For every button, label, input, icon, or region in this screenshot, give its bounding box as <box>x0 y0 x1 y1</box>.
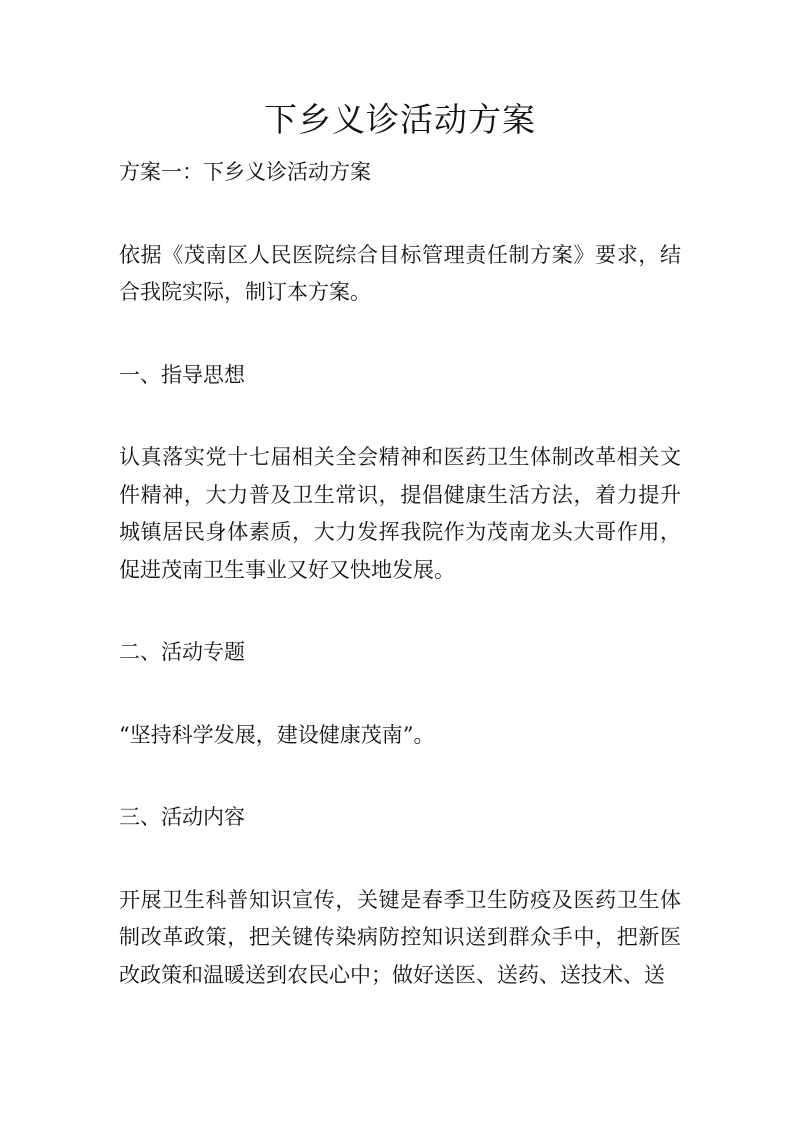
document-content <box>119 154 681 994</box>
spacer <box>119 589 681 634</box>
spacer <box>119 672 681 717</box>
section-heading-activity-content: 三、活动内容 <box>119 805 245 829</box>
plan-subtitle: 方案一：下乡义诊活动方案 <box>119 160 371 184</box>
document-title: 下乡义诊活动方案 <box>264 100 536 139</box>
spacer <box>119 394 681 439</box>
section-heading-guiding-ideology: 一、指导思想 <box>119 362 245 387</box>
section-body-activity-content: 开展卫生科普知识宣传，关键是春季卫生防疫及医药卫生体制改革政策，把关键传染病防控知识送到群众手中，把新医改政策和温暖送到农民心中；做好送医、送药、送技术、送 <box>119 887 681 987</box>
section-body-activity-theme: “坚持科学发展，建设健康茂南”。 <box>119 722 435 747</box>
intro-paragraph: 依据《茂南区人民医院综合目标管理责任制方案》要求，结合我院实际，制订本方案。 <box>119 242 681 304</box>
section-body-guiding-ideology: 认真落实党十七届相关全会精神和医药卫生体制改革相关文件精神，大力普及卫生常识，提倡健康生活方法，着力提升城镇居民身体素质，大力发挥我院作为茂南龙头大哥作用，促进茂南卫生事业又好又快地发展。 <box>119 445 681 582</box>
spacer <box>119 312 681 357</box>
spacer <box>119 754 681 799</box>
section-heading-activity-theme: 二、活动专题 <box>119 640 245 664</box>
spacer <box>119 837 681 882</box>
spacer <box>119 192 681 237</box>
